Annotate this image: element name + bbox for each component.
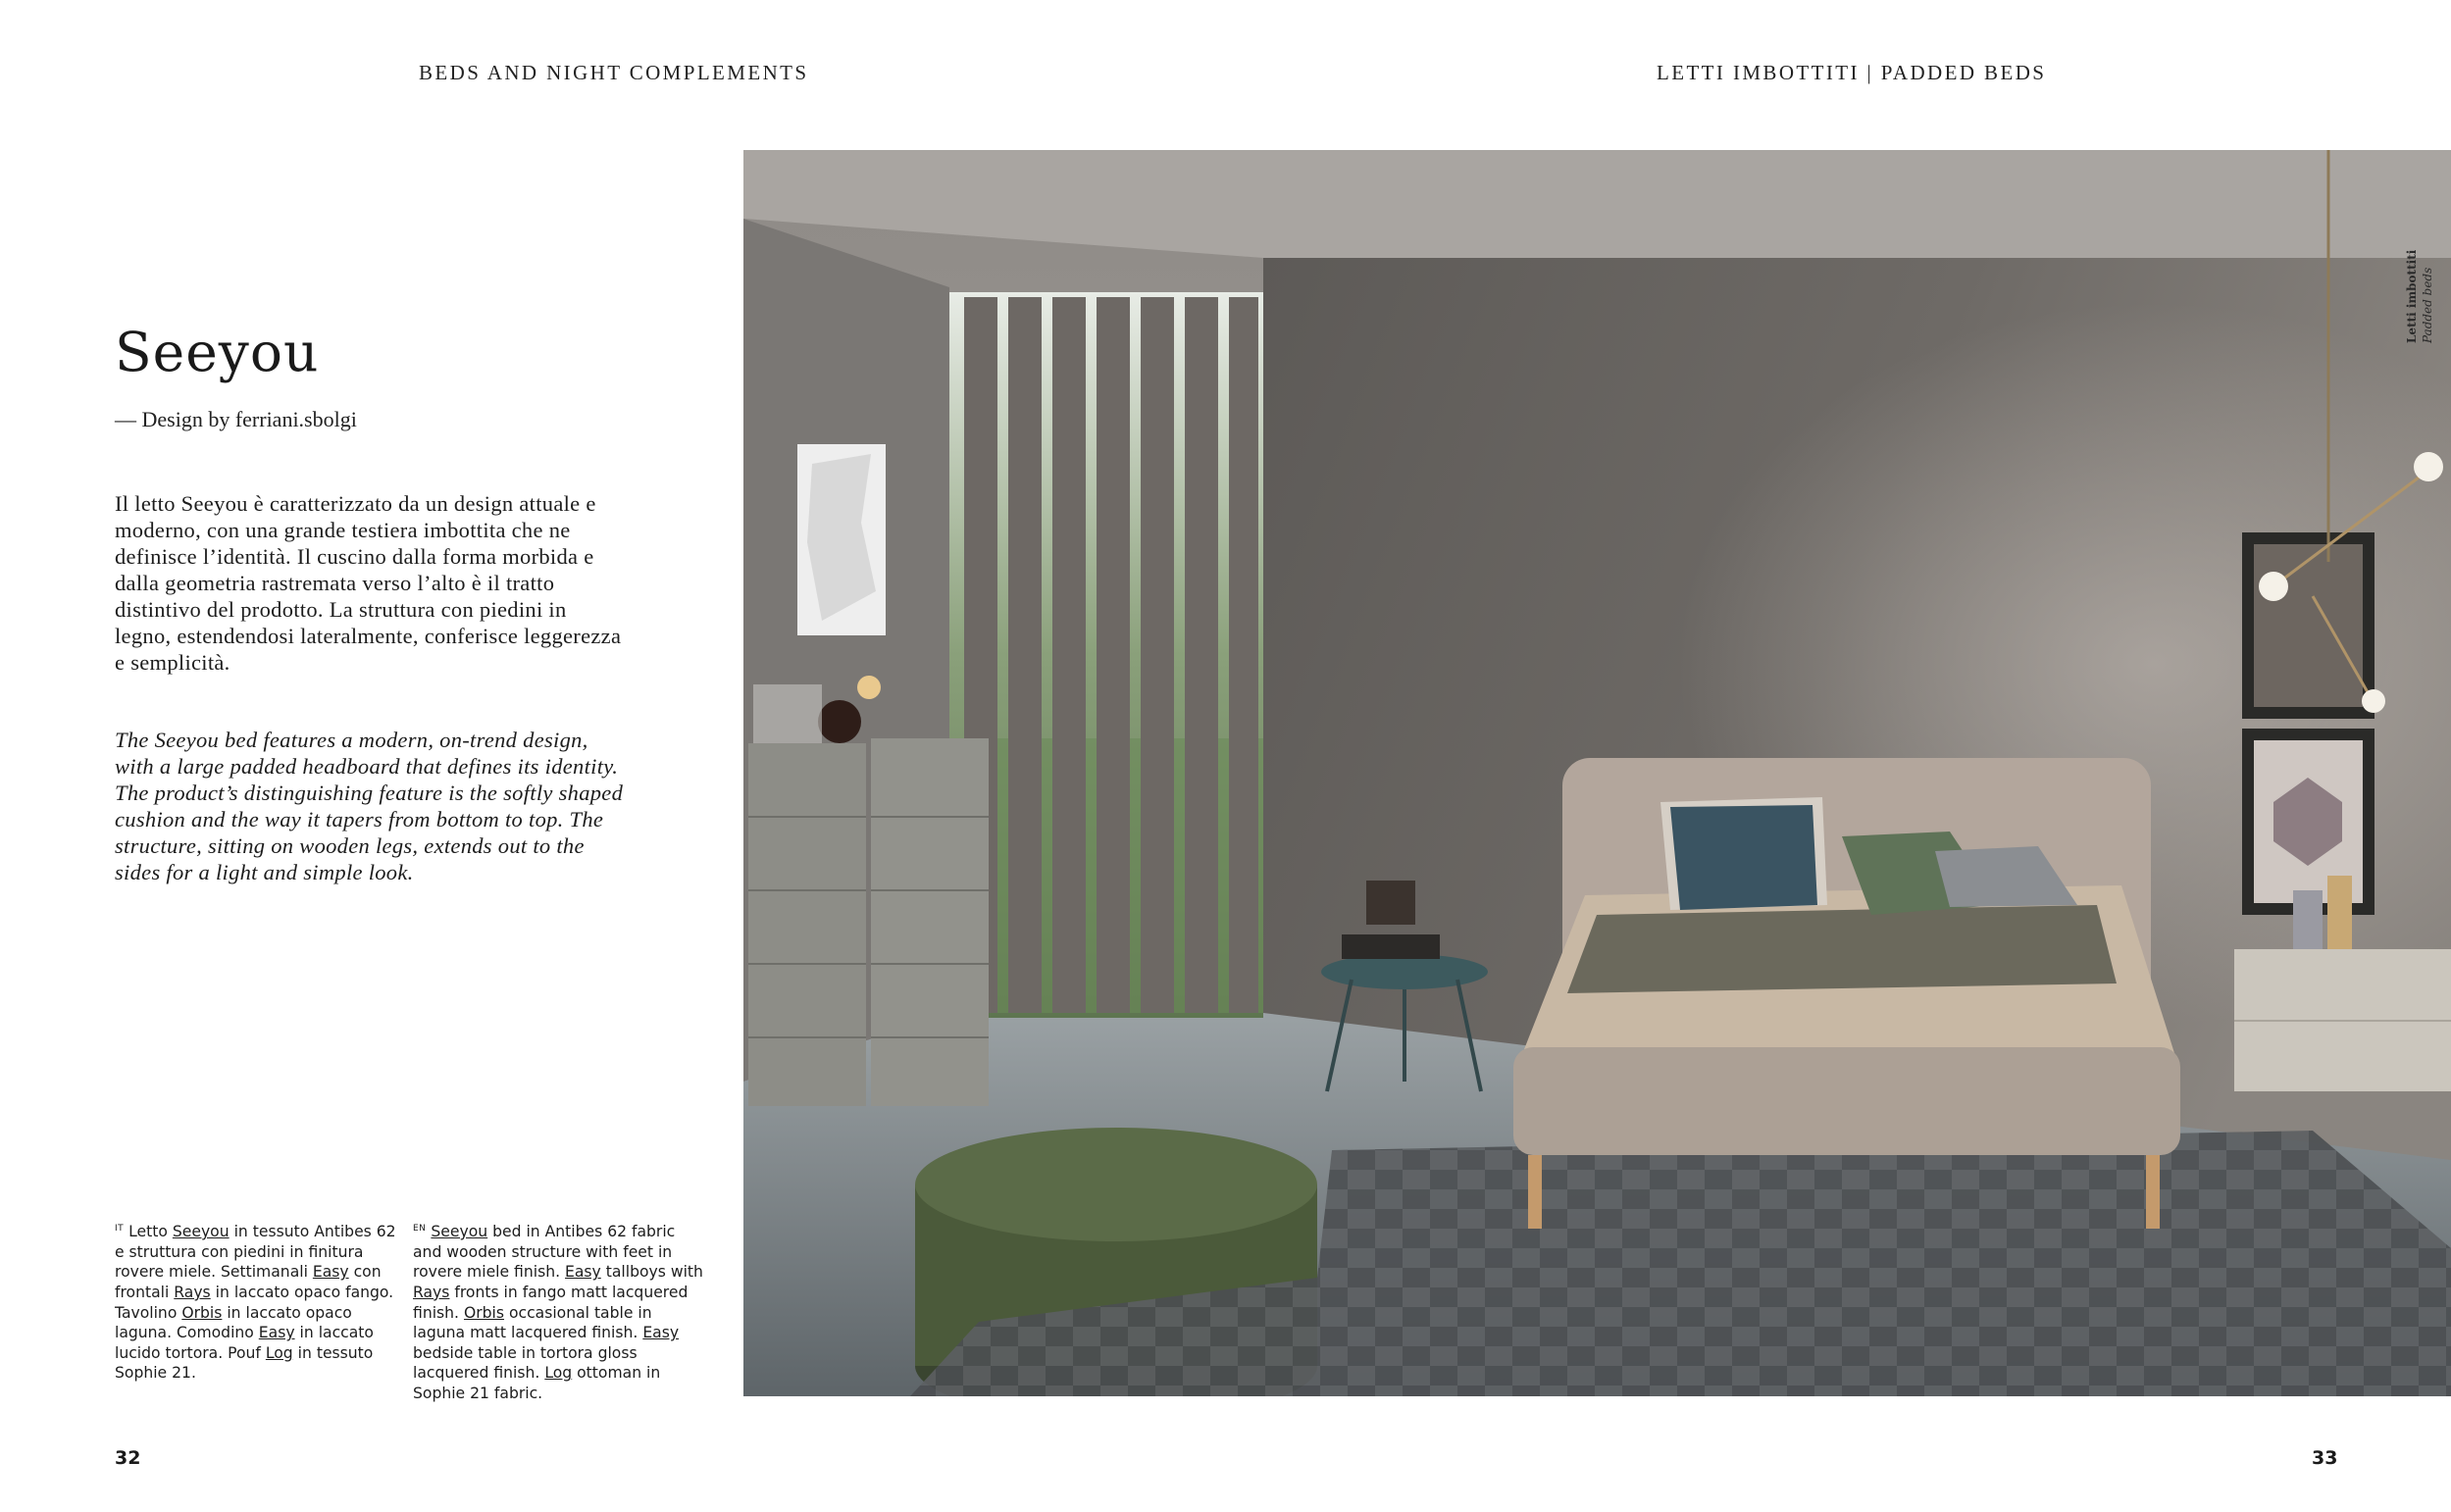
caption-text: in laccato opaco fango. Tavolino: [115, 1283, 394, 1322]
product-link-easy: Easy: [258, 1324, 295, 1342]
caption-text: ottoman in Sophie 21 fabric.: [413, 1364, 661, 1402]
product-link-rays: Rays: [413, 1283, 450, 1301]
caption-text: fronts in fango matt lacquered finish.: [413, 1283, 689, 1322]
product-link-seeyou: Seeyou: [172, 1223, 230, 1241]
product-link-easy: Easy: [642, 1324, 680, 1342]
product-link-orbis: Orbis: [463, 1303, 505, 1322]
product-link-easy: Easy: [312, 1263, 349, 1282]
caption-text: in tessuto Sophie 21.: [115, 1343, 374, 1383]
caption-text: bedside table in tortora gloss lacquered finish.: [413, 1343, 638, 1383]
caption-text: in laccato opaco laguna. Comodino: [115, 1303, 352, 1342]
running-header-left: BEDS AND NIGHT COMPLEMENTS: [419, 61, 809, 84]
language-tag-it: IT: [115, 1224, 125, 1234]
designer-byline: — Design by ferriani.sbolgi: [115, 407, 357, 431]
product-link-easy: Easy: [565, 1263, 601, 1282]
section-side-tab: [2405, 245, 2440, 353]
product-link-orbis: Orbis: [181, 1303, 223, 1322]
caption-italian: [115, 1219, 409, 1384]
side-tab-label-it: Letti imbottiti: [2405, 249, 2419, 343]
wall-art-sculpture: [797, 444, 886, 635]
caption-text: in laccato lucido tortora. Pouf: [115, 1324, 374, 1362]
caption-text: Letto: [124, 1223, 173, 1241]
product-link-log: Log: [544, 1364, 573, 1383]
product-link-log: Log: [265, 1343, 293, 1362]
window-with-louvres: [949, 292, 1263, 1018]
page-number-right: 33: [2312, 1447, 2338, 1469]
running-header-right: LETTI IMBOTTITI | PADDED BEDS: [1657, 61, 2047, 84]
caption-text: bed in Antibes 62 fabric and wooden structure with feet in rovere miele finish.: [413, 1223, 676, 1282]
page-number-left: 32: [115, 1447, 141, 1469]
bedroom-photo: [743, 150, 2451, 1396]
caption-text: tallboys with: [600, 1263, 703, 1282]
caption-text: con frontali: [115, 1263, 382, 1301]
side-tab-label-en: Padded beds: [2421, 267, 2434, 343]
caption-text: occasional table in laguna matt lacquered finish.: [413, 1303, 652, 1342]
caption-english: [413, 1219, 707, 1404]
product-title: Seeyou: [115, 321, 320, 383]
description-english: The Seeyou bed features a modern, on-trend design, with a large padded headboard that defines its identity. The product’s distinguishing feature is the softly shaped cushion and the way it tapers from bottom to top. The structure, sitting on wooden legs, extends out to the sides for a light and simple look.: [115, 728, 624, 884]
caption-text: in tessuto Antibes 62 e struttura con piedini in finitura rovere miele. Settimanali: [115, 1223, 396, 1282]
language-tag-en: EN: [413, 1224, 427, 1234]
product-link-rays: Rays: [174, 1283, 211, 1301]
description-italian: Il letto Seeyou è caratterizzato da un design attuale e moderno, con una grande testiera imbottita che ne definisce l’identità. Il cuscino dalla forma morbida e dalla geometria rastremata verso l’alto è il tratto distintivo del prodotto. La struttura con piedini in legno, estendendosi lateralmente, conferisce leggerezza e semplicità.: [115, 491, 622, 675]
product-link-seeyou: Seeyou: [431, 1223, 488, 1241]
